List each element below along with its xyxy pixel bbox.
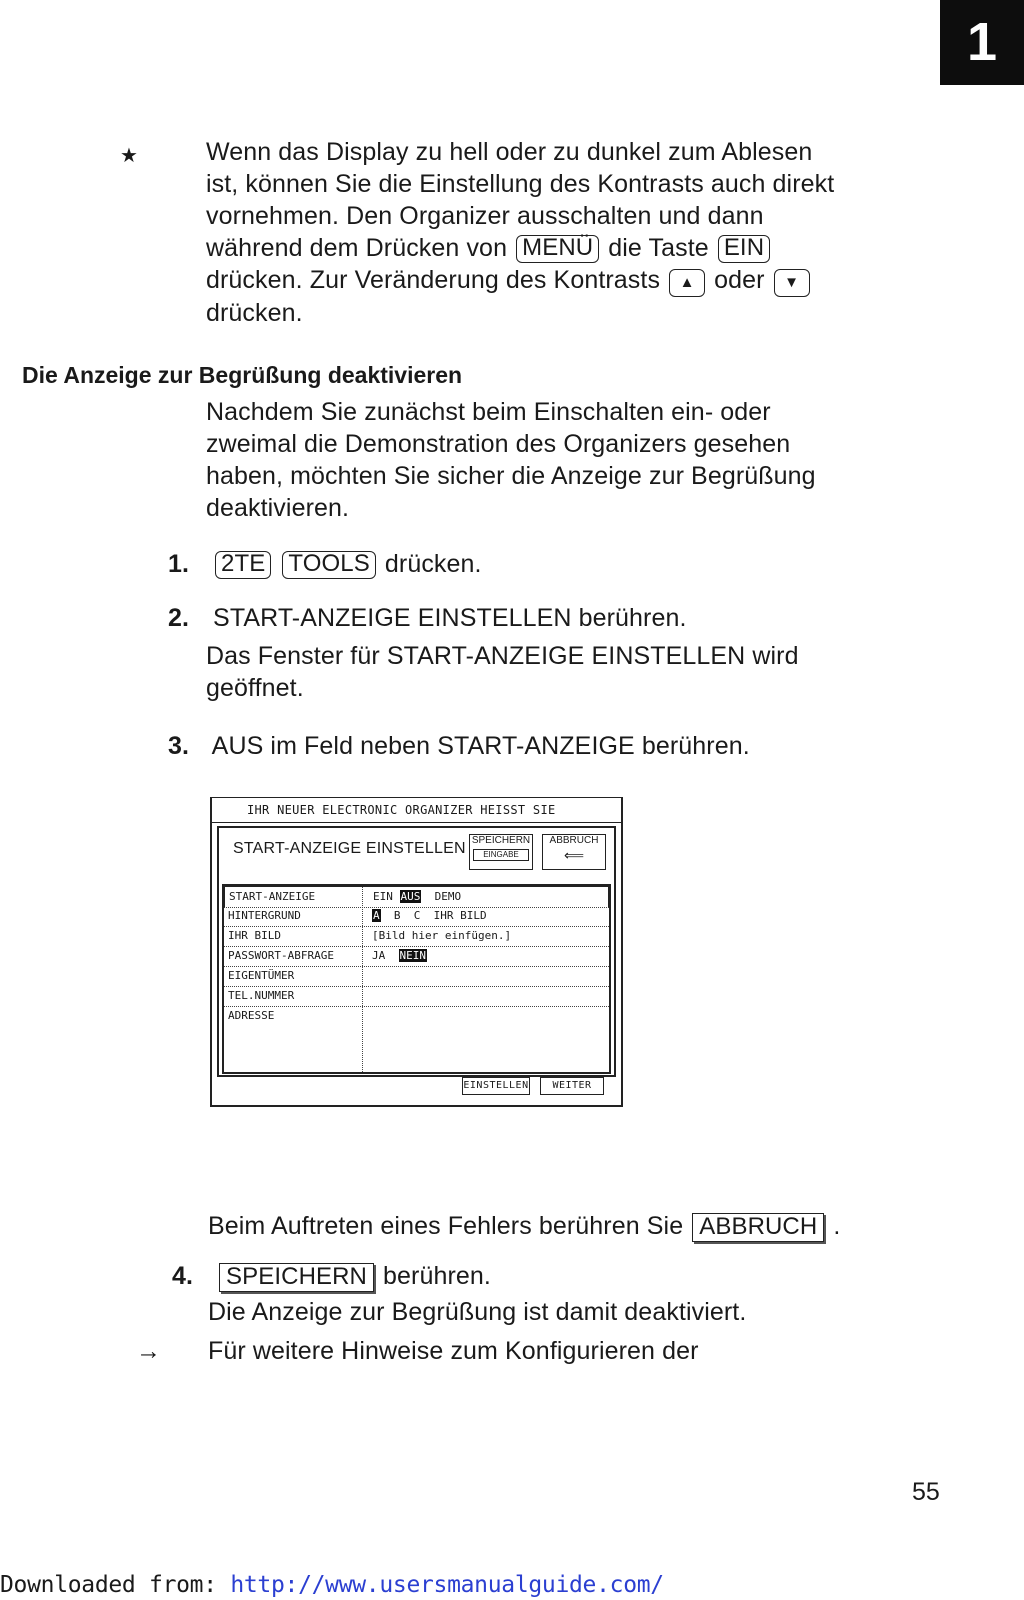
table-row <box>224 966 609 987</box>
footer-link[interactable]: http://www.usersmanualguide.com/ <box>230 1572 664 1598</box>
tip-line-text: die Taste <box>608 234 709 262</box>
tip-line <box>206 264 906 297</box>
step-number: 4. <box>172 1262 194 1290</box>
row-options <box>372 909 487 922</box>
note-arrow-icon: → <box>136 1337 162 1365</box>
step-text: drücken. <box>384 550 482 578</box>
row-label: START-ANZEIGE <box>229 890 316 903</box>
table-row <box>224 986 609 1007</box>
tip-line: Wenn das Display zu hell oder zu dunkel zum Ablesen <box>206 138 813 166</box>
option-aus[interactable]: AUS <box>400 890 421 903</box>
table-row <box>224 926 609 947</box>
settings-table <box>222 884 611 1074</box>
arrow-up-key-icon: ▲ <box>669 269 705 297</box>
error-note-period: . <box>833 1212 841 1240</box>
section-heading: Die Anzeige zur Begrüßung deaktivieren <box>22 362 463 388</box>
settings-window <box>217 826 616 1077</box>
option-own-image[interactable]: IHR BILD <box>433 909 487 922</box>
detail-line: Das Fenster für START-ANZEIGE EINSTELLEN wird <box>206 642 799 670</box>
screen-header: IHR NEUER ELECTRONIC ORGANIZER HEISST SIE <box>212 798 621 823</box>
step-text: START-ANZEIGE EINSTELLEN berühren. <box>213 604 687 632</box>
intro-line: Nachdem Sie zunächst beim Einschalten ein- oder <box>206 398 771 426</box>
return-arrow-icon: ⟸ <box>563 847 585 863</box>
option-b[interactable]: B <box>393 909 401 922</box>
row-options <box>372 949 427 962</box>
option-c[interactable]: C <box>413 909 421 922</box>
option-nein[interactable]: NEIN <box>399 949 426 962</box>
table-row <box>224 1006 609 1026</box>
intro-line: deaktivieren. <box>206 494 350 522</box>
row-label: TEL.NUMMER <box>228 989 295 1002</box>
tip-line-text: während dem Drücken von <box>206 234 508 262</box>
table-row <box>224 946 609 967</box>
ein-key: EIN <box>718 235 770 263</box>
image-field[interactable]: [Bild hier einfügen.] <box>372 929 512 942</box>
window-title: START-ANZEIGE EINSTELLEN <box>233 840 466 857</box>
step-number: 3. <box>168 732 190 760</box>
step-3 <box>168 730 750 762</box>
step-text: AUS im Feld neben START-ANZEIGE berühren. <box>211 732 750 760</box>
einstellen-button[interactable]: EINSTELLEN <box>462 1077 530 1095</box>
row-options <box>373 890 461 903</box>
row-label: PASSWORT-ABFRAGE <box>228 949 334 962</box>
tools-key: TOOLS <box>282 551 375 579</box>
tip-line-text: drücken. Zur Veränderung des Kontrasts <box>206 266 661 294</box>
option-ja[interactable]: JA <box>372 949 386 962</box>
step-number: 2. <box>168 604 190 632</box>
chapter-tab: 1 <box>940 0 1024 85</box>
tip-line: ist, können Sie die Einstellung des Kontrasts auch direkt <box>206 170 835 198</box>
section-intro <box>206 396 906 524</box>
step-number: 1. <box>168 550 190 578</box>
menu-key: MENÜ <box>516 235 599 263</box>
table-row <box>224 886 609 908</box>
step-4-detail: Die Anzeige zur Begrüßung ist damit deaktiviert. <box>208 1298 747 1326</box>
error-note-text: Beim Auftreten eines Fehlers berühren Sie <box>208 1212 684 1240</box>
footer-label: Downloaded from: <box>0 1572 217 1598</box>
speichern-key: SPEICHERN <box>219 1263 374 1292</box>
tip-text <box>206 136 906 329</box>
row-label: HINTERGRUND <box>228 909 301 922</box>
device-screen <box>210 797 623 1107</box>
table-row <box>224 906 609 927</box>
row-label: IHR BILD <box>228 929 281 942</box>
tip-line: vornehmen. Den Organizer ausschalten und dann <box>206 202 764 230</box>
step-1 <box>168 548 482 580</box>
note-text: Für weitere Hinweise zum Konfigurieren der <box>208 1337 699 1365</box>
step-2 <box>168 602 687 634</box>
error-note <box>208 1210 840 1242</box>
save-button[interactable] <box>469 834 533 870</box>
download-footer <box>0 1572 664 1598</box>
intro-line: zweimal die Demonstration des Organizers gesehen <box>206 430 791 458</box>
cancel-button[interactable] <box>542 834 606 870</box>
step-text: berühren. <box>383 1262 491 1290</box>
row-label: EIGENTÜMER <box>228 969 295 982</box>
2te-key: 2TE <box>215 551 271 579</box>
step-4 <box>172 1260 491 1292</box>
abbruch-key: ABBRUCH <box>692 1213 824 1242</box>
option-a[interactable]: A <box>373 909 380 922</box>
option-ein[interactable]: EIN <box>373 890 393 903</box>
save-button-label: SPEICHERN <box>471 835 531 846</box>
tip-line <box>206 232 906 264</box>
arrow-down-key-icon: ▼ <box>774 269 810 297</box>
detail-line: geöffnet. <box>206 674 304 702</box>
tip-line: drücken. <box>206 299 303 327</box>
weiter-button[interactable]: WEITER <box>540 1077 604 1095</box>
step-2-detail <box>206 640 799 704</box>
cancel-button-label: ABBRUCH <box>549 835 599 846</box>
page-number: 55 <box>912 1478 940 1506</box>
tip-star-icon: ★ <box>120 145 138 167</box>
intro-line: haben, möchten Sie sicher die Anzeige zur Begrüßung <box>206 462 816 490</box>
enter-key-label: EINGABE <box>473 849 529 861</box>
option-demo[interactable]: DEMO <box>434 890 462 903</box>
row-label: ADRESSE <box>228 1009 275 1022</box>
tip-line-text: oder <box>714 266 765 294</box>
